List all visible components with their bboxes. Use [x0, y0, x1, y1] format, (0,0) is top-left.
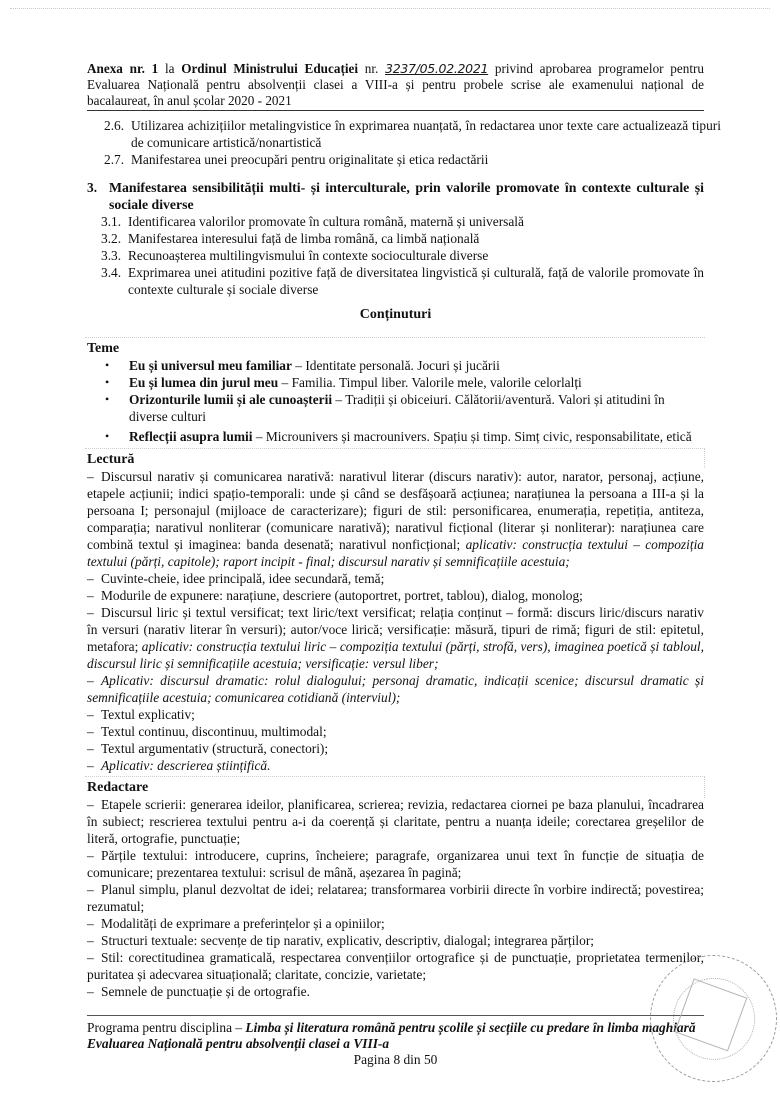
writing-item: – Semnele de punctuație și de ortografie.	[87, 984, 310, 999]
contents-title: Conținuturi	[359, 307, 432, 322]
section-border-top	[85, 776, 705, 777]
bullet-icon: •	[105, 429, 110, 443]
themes-title: Teme	[87, 341, 120, 356]
bullet-icon: •	[105, 358, 110, 372]
reading-item: – Textul explicativ;	[87, 707, 195, 722]
competency-item: 3.4. Exprimarea unei atitudini pozitive față de diversitatea lingvistică și culturală, față de valorile promovate în contexte culturale și sociale diverse	[101, 265, 704, 297]
themes-section	[87, 340, 704, 445]
themes-list	[87, 357, 704, 445]
theme-item: • Orizonturile lumii și ale cunoașterii – Tradiții și obiceiuri. Călătorii/aventură. Valori și atitudini în diverse culturi	[105, 392, 665, 424]
reading-title: Lectură	[87, 452, 135, 467]
section-border-side	[704, 448, 705, 468]
writing-item: – Structuri textuale: secvențe de tip narativ, explicativ, descriptiv, dialogal; integrarea părților;	[87, 933, 595, 948]
reading-item: – Aplicativ: descrierea științifică.	[87, 758, 271, 773]
reading-item: – Aplicativ: discursul dramatic: rolul dialogului; personaj dramatic, indicații scenice; discursul dramatic și semnificațiile acestuia; comunicarea cotidiană (interviul);	[87, 673, 704, 705]
competency-item: 3.3. Recunoașterea multilingvismului în contexte socioculturale diverse	[101, 248, 489, 263]
page-footer	[87, 1020, 704, 1068]
competency-3-section	[87, 179, 704, 298]
competency-item: 3.2. Manifestarea interesului față de limba română, ca limbă națională	[101, 231, 480, 246]
writing-item: – Planul simplu, planul dezvoltat de idei; relatarea; transformarea vorbirii directe în vorbire indirectă; povestirea; rezumatul;	[87, 882, 704, 914]
footer-exam: Evaluarea Națională pentru absolvenții clasei a VIII-a	[87, 1036, 390, 1051]
section-border-side	[704, 776, 705, 798]
theme-item: • Eu și universul meu familiar – Identitate personală. Jocuri și jucării	[105, 358, 500, 373]
bullet-icon: •	[105, 392, 110, 406]
footer-divider	[87, 1015, 704, 1016]
header-rest: privind aprobarea programelor pentru Evaluarea Națională pentru absolvenții clasei a VIII-a și pentru probele scrise ale examenului național de bacalaureat, în anul școlar 2020 - 2021	[87, 61, 704, 108]
bullet-icon: •	[105, 375, 110, 389]
competencies-continued	[87, 117, 721, 168]
reading-item: – Discursul narativ și comunicarea narativă: narativul literar (discurs narativ): autor, narator, personaj, acțiune, etapele acțiunii; indici spațio-temporali: unde și când se desfășoară acțiunea; narațiunea la persoana a III-a și la persoana I; personajul (mijloace de caracterizare); figuri de stil: personificarea, enumerația, repetiția, antiteza, comparația; narativul nonliterar (comunicare narativă); narativul ficțional (literar și nonliterar): narațiunea care combină textul și imaginea: banda desenată; narativul nonficțional; aplicativ: construcția textului – compoziția textului (părți, capitole); raport incipit - final; discursul narativ și semnificațiile acestuia;	[87, 469, 705, 569]
competency-3-heading: 3. Manifestarea sensibilității multi- și interculturale, prin valorile promovate în contexte culturale și sociale diverse	[87, 180, 704, 212]
handwritten-order-number: 3237/05.02.2021	[385, 61, 489, 76]
writing-item: – Etapele scrierii: generarea ideilor, planificarea, scrierea; revizia, redactarea ciornei pe baza planului, încadrarea în subiect; rescrierea textului pentru a-i da coerență și claritate, pentru a nuanța ideile; corectarea greșelilor de literă, ortografie, punctuație;	[87, 797, 704, 846]
theme-item: • Reflecții asupra lumii – Microunivers și macrounivers. Spațiu și timp. Simț civic, responsabilitate, etică	[105, 429, 692, 444]
section-border-top	[85, 448, 705, 449]
reading-item: – Cuvinte-cheie, idee principală, idee secundară, temă;	[87, 571, 385, 586]
page-number: Pagina 8 din 50	[353, 1052, 438, 1067]
competency-item: 2.6. Utilizarea achizițiilor metalingvistice în exprimarea nuanțată, în redactarea unor texte care actualizează tipuri de comunicare artistică/nonartistică	[104, 118, 721, 150]
competency-item: 3.1. Identificarea valorilor promovate în cultura română, maternă și universală	[101, 214, 524, 229]
section-border-top	[85, 337, 705, 338]
reading-item: – Textul argumentativ (structură, conectori);	[87, 741, 329, 756]
reading-section	[87, 451, 704, 774]
reading-item: – Textul continuu, discontinuu, multimodal;	[87, 724, 327, 739]
writing-item: – Modalități de exprimare a preferințelor și a opiniilor;	[87, 916, 385, 931]
order-title: Ordinul Ministrului Educației	[181, 61, 359, 76]
annex-label: Anexa nr. 1	[87, 61, 159, 76]
reading-item: – Discursul liric și textul versificat; text liric/text versificat; relația conținut – formă: discurs liric/discurs narativ în versuri (narativ literar în versuri); autor/voce lirică; versificație: măsură, tipuri de rimă; figuri de stil: epitetul, metafora; aplicativ: construcția textului liric – compoziția textului (părți, strofă, vers), imaginea poetică și tabloul, discursul liric și semnificațiile acestuia; versificație: versul liber;	[87, 605, 704, 671]
writing-item: – Stil: corectitudinea gramaticală, respectarea convențiilor ortografice și de punctuație, proprietatea termenilor, puritatea și adecvarea situațională; claritate, concizie, varietate;	[87, 950, 704, 982]
competency-item: 2.7. Manifestarea unei preocupări pentru originalitate și etica redactării	[104, 152, 489, 167]
theme-item: • Eu și lumea din jurul meu – Familia. Timpul liber. Valorile mele, valorile celorlalți	[105, 375, 582, 390]
footer-discipline: Programa pentru disciplina – Limba și literatura română pentru școlile și secțiile cu predare în limba maghiară	[87, 1020, 696, 1035]
scan-artifact-dots	[10, 8, 770, 11]
writing-section	[87, 779, 704, 1000]
page-header: Anexa nr. 1 la Ordinul Ministrului Educației nr. 3237/05.02.2021 privind aprobarea programelor pentru Evaluarea Națională pentru absolvenții clasei a VIII-a și pentru probele scrise ale examenului național de bacalaureat, în anul școlar 2020 - 2021	[87, 61, 704, 108]
header-divider	[87, 110, 704, 111]
writing-title: Redactare	[87, 780, 149, 795]
reading-item: – Modurile de expunere: narațiune, descriere (autoportret, portret, tablou), dialog, monolog;	[87, 588, 583, 603]
competency-3-items	[87, 213, 704, 298]
writing-item: – Părțile textului: introducere, cuprins, încheiere; paragrafe, organizarea unui text în funcție de situația de comunicare; prezentarea textului: scrisul de mână, așezarea în pagină;	[87, 848, 704, 880]
